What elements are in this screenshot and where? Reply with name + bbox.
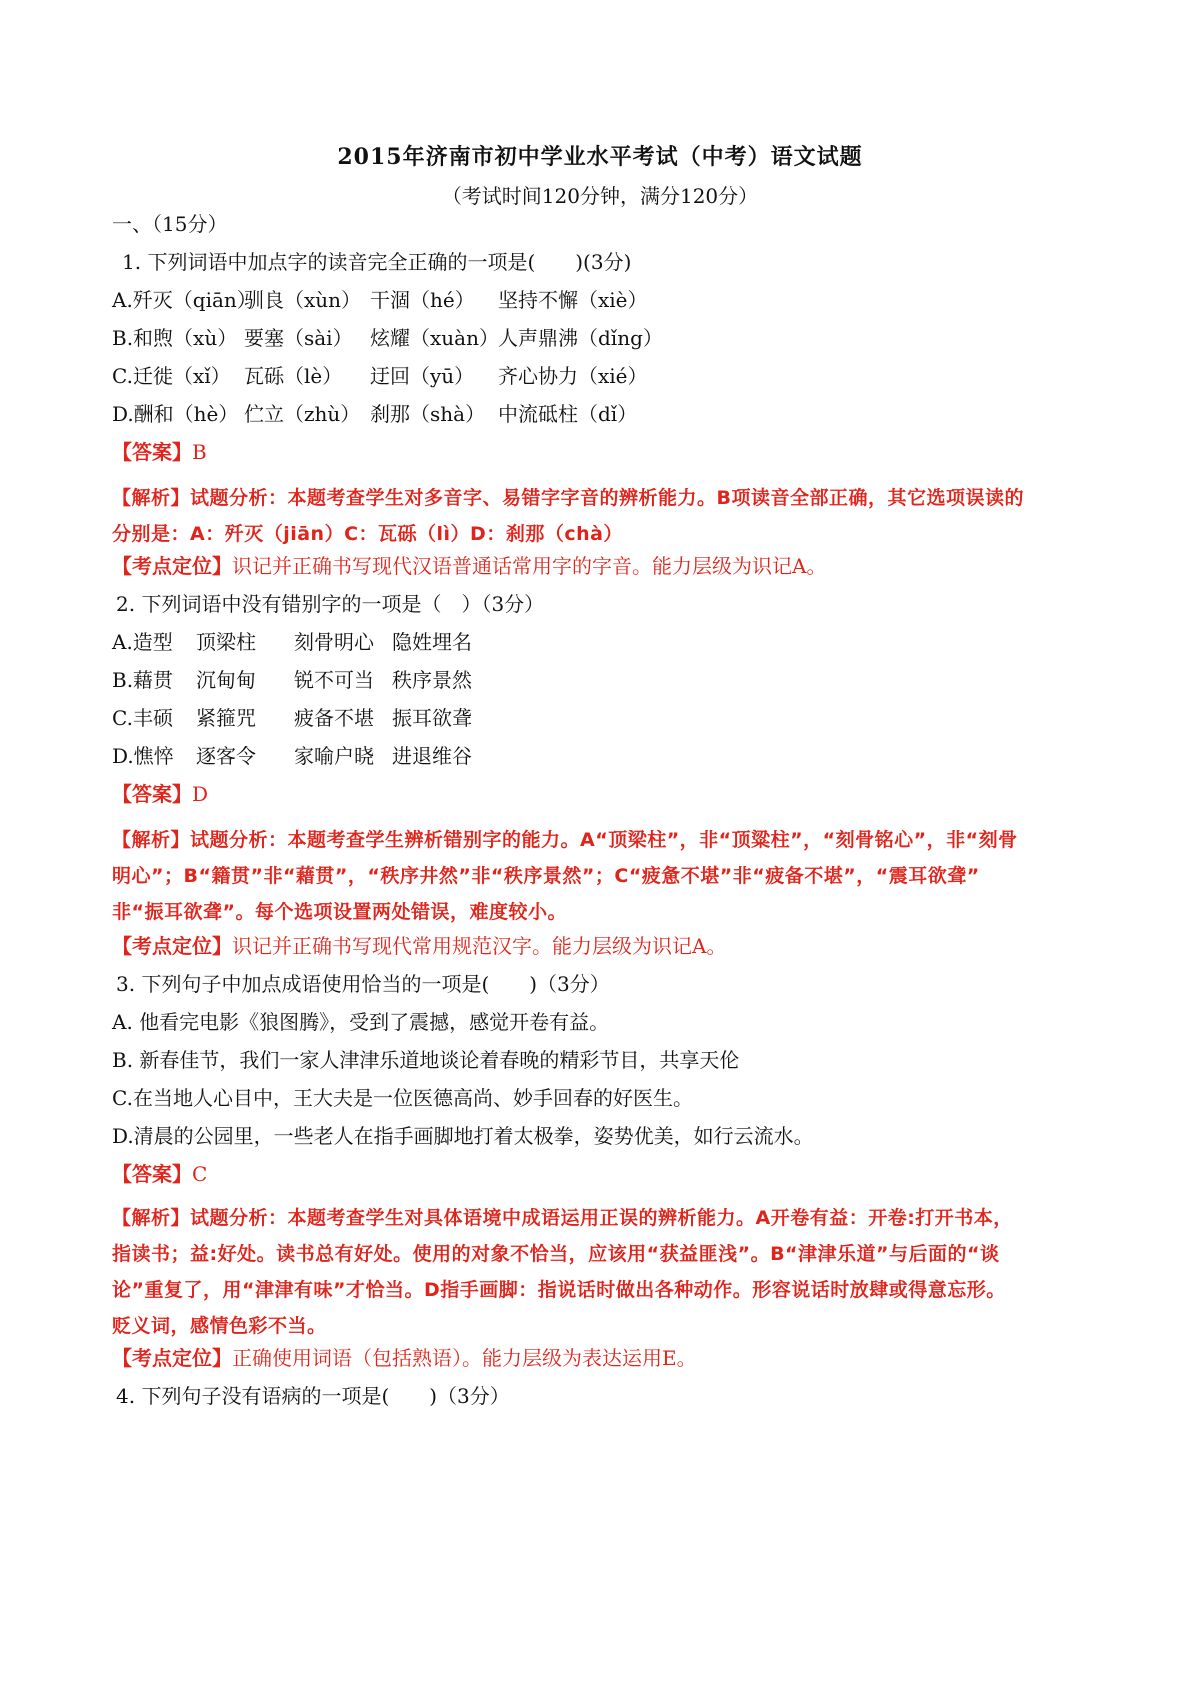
q2-d-3: 家喻户晓 (294, 744, 374, 768)
q1-answer (112, 440, 207, 464)
q1-answer-label: 【答案】 (112, 440, 192, 464)
q1-a-4: 坚持不懈（xiè） (498, 288, 648, 312)
q1-answer-value: B (192, 440, 207, 464)
q2-point-label: 【考点定位】 (112, 934, 232, 958)
q3-analysis-line-1: 【解析】试题分析：本题考查学生对具体语境中成语运用正误的辨析能力。A开卷有益：开卷:打开书本， (112, 1207, 1013, 1229)
q2-d-1: D.憔悴 (112, 744, 174, 768)
q2-a-4: 隐姓埋名 (392, 630, 472, 654)
q1-c-4: 齐心协力（xié） (498, 364, 648, 388)
q1-analysis-line-2: 分别是：A：歼灭（jiān）C：瓦砾（lì）D：刹那（chà） (112, 523, 623, 545)
q3-answer-value: C (192, 1162, 208, 1186)
q2-b-4: 秩序景然 (392, 668, 472, 692)
q2-point (112, 934, 726, 958)
q2-analysis (112, 822, 1102, 930)
q2-c-1: C.丰硕 (112, 706, 173, 730)
q1-analysis-line-1: 【解析】试题分析：本题考查学生对多音字、易错字字音的辨析能力。B项读音全部正确，其它选项误读的 (112, 487, 1024, 509)
q1-c-1: C.迁徙（xǐ） (112, 364, 231, 388)
q3-analysis-line-2: 指读书；益:好处。读书总有好处。使用的对象不恰当，应该用“获益匪浅”。B“津津乐道”与后面的“谈 (112, 1243, 1000, 1265)
q2-analysis-line-2: 明心”；B“籍贯”非“藉贯”，“秩序井然”非“秩序景然”；C“疲惫不堪”非“疲备不堪”，“震耳欲聋” (112, 865, 980, 887)
q2-c-4: 振耳欲聋 (392, 706, 472, 730)
q3-stem: 3. 下列句子中加点成语使用恰当的一项是( )（3分） (116, 972, 610, 996)
q1-a-3: 干涸（hé） (370, 288, 475, 312)
q1-b-3: 炫耀（xuàn） (370, 326, 499, 350)
q3-analysis (112, 1200, 1102, 1344)
q1-d-4: 中流砥柱（dǐ） (498, 402, 638, 426)
q1-b-4: 人声鼎沸（dǐng） (498, 326, 663, 350)
q1-b-1: B.和煦（xù） (112, 326, 238, 350)
q1-d-2: 伫立（zhù） (244, 402, 361, 426)
q3-option-c: C.在当地人心目中，王大夫是一位医德高尚、妙手回春的好医生。 (112, 1086, 693, 1110)
q2-d-2: 逐客令 (196, 744, 256, 768)
q3-point-label: 【考点定位】 (112, 1346, 232, 1370)
page-title: 2015年济南市初中学业水平考试（中考）语文试题 (337, 144, 863, 170)
q3-point-text: 正确使用词语（包括熟语）。能力层级为表达运用E。 (232, 1346, 697, 1370)
q3-analysis-line-3: 论”重复了，用“津津有味”才恰当。D指手画脚：指说话时做出各种动作。形容说话时放肆或得意忘形。 (112, 1279, 1006, 1301)
q2-a-3: 刻骨明心 (294, 630, 374, 654)
q1-option-c (112, 364, 648, 388)
q1-d-3: 刹那（shà） (370, 402, 486, 426)
q3-option-d: D.清晨的公园里，一些老人在指手画脚地打着太极拳，姿势优美，如行云流水。 (112, 1124, 814, 1148)
q1-d-1: D.酬和（hè） (112, 402, 239, 426)
q3-analysis-line-4: 贬义词，感情色彩不当。 (112, 1315, 327, 1337)
q2-c-3: 疲备不堪 (294, 706, 374, 730)
q2-answer-value: D (192, 782, 209, 806)
q1-point-label: 【考点定位】 (112, 554, 232, 578)
q4-stem: 4. 下列句子没有语病的一项是( )（3分） (116, 1384, 510, 1408)
q2-a-1: A.造型 (112, 630, 173, 654)
q3-option-b: B. 新春佳节，我们一家人津津乐道地谈论着春晚的精彩节目，共享天伦 (112, 1048, 740, 1072)
q1-c-3: 迂回（yū） (370, 364, 475, 388)
q2-point-text: 识记并正确书写现代常用规范汉字。能力层级为识记A。 (232, 934, 727, 958)
section-label: 一、（15分） (112, 212, 228, 236)
q1-c-2: 瓦砾（lè） (244, 364, 343, 388)
q1-point (112, 554, 826, 578)
q3-answer (112, 1162, 207, 1186)
q2-c-2: 紧箍咒 (196, 706, 256, 730)
q2-a-2: 顶梁柱 (196, 630, 256, 654)
q2-d-4: 进退维谷 (392, 744, 472, 768)
q2-answer-label: 【答案】 (112, 782, 192, 806)
q1-stem: 1. 下列词语中加点字的读音完全正确的一项是( )(3分) (122, 250, 632, 274)
q3-option-a: A. 他看完电影《狼图腾》，受到了震撼，感觉开卷有益。 (112, 1010, 610, 1034)
q1-analysis (112, 480, 1102, 552)
q1-option-d (112, 402, 637, 426)
q2-option-a (112, 630, 472, 654)
q3-answer-label: 【答案】 (112, 1162, 192, 1186)
q1-point-text: 识记并正确书写现代汉语普通话常用字的字音。能力层级为识记A。 (232, 554, 827, 578)
q2-answer (112, 782, 208, 806)
q1-option-a (112, 288, 648, 312)
q3-point (112, 1346, 697, 1370)
q1-b-2: 要塞（sài） (244, 326, 353, 350)
q2-b-2: 沉甸甸 (196, 668, 256, 692)
q2-option-c (112, 706, 472, 730)
q1-option-b (112, 326, 663, 350)
q2-b-3: 锐不可当 (294, 668, 374, 692)
q2-option-d (112, 744, 472, 768)
q1-a-1: A.歼灭（qiān） (112, 288, 257, 312)
q2-option-b (112, 668, 472, 692)
page-subtitle: （考试时间120分钟，满分120分） (441, 184, 759, 208)
q2-analysis-line-3: 非“振耳欲聋”。每个选项设置两处错误，难度较小。 (112, 901, 567, 923)
q2-b-1: B.藉贯 (112, 668, 174, 692)
q2-analysis-line-1: 【解析】试题分析：本题考查学生辨析错别字的能力。A“顶梁柱”，非“顶粱柱”，“刻骨铭心”，非“刻骨 (112, 829, 1018, 851)
q2-stem: 2. 下列词语中没有错别字的一项是（ ）（3分） (116, 592, 545, 616)
q1-a-2: 驯良（xùn） (244, 288, 362, 312)
